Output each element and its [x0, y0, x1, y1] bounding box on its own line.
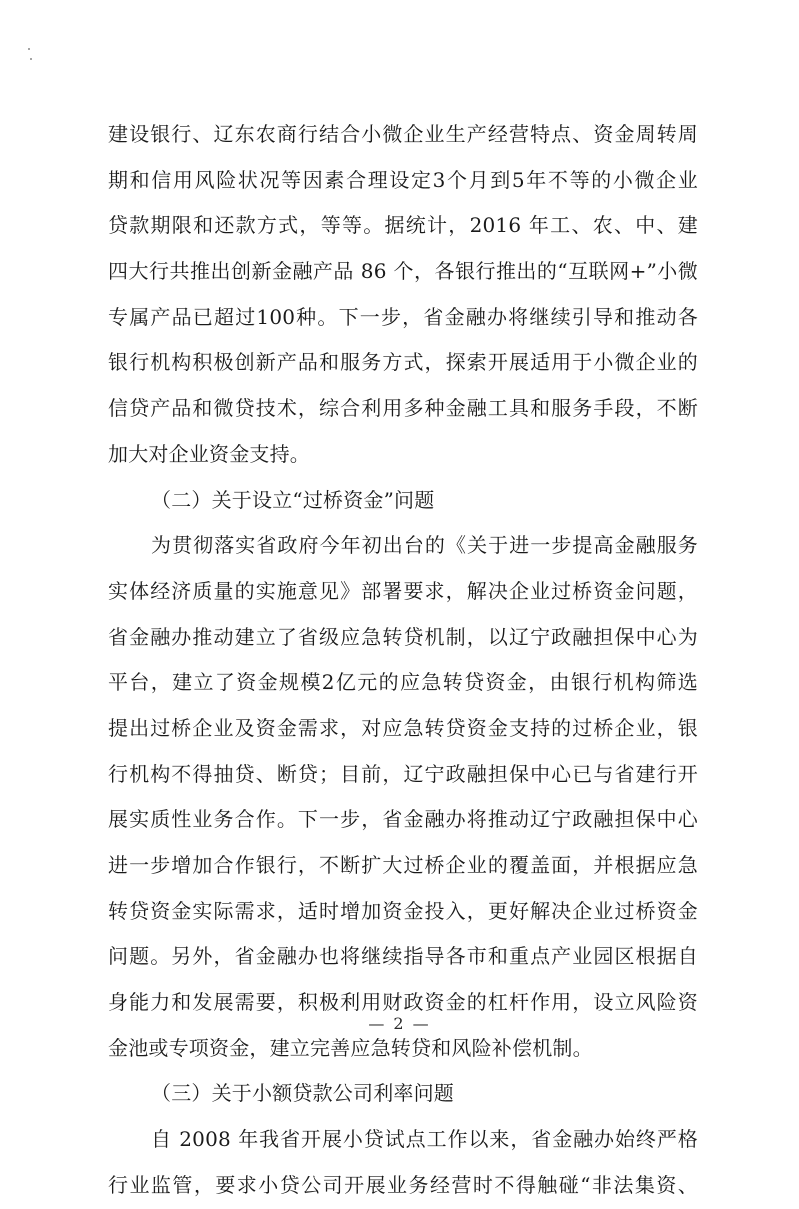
text-line: 省金融办推动建立了省级应急转贷机制，以辽宁政融担保中心为	[108, 624, 698, 649]
paragraph-first-line: 为贯彻落实省政府今年初出台的《关于进一步提高金融服务	[151, 533, 698, 558]
text-line: 期和信用风险状况等因素合理设定3个月到5年不等的小微企业	[108, 167, 698, 192]
text-line: 银行机构积极创新产品和服务方式，探索开展适用于小微企业的	[108, 350, 698, 375]
text-line: 行机构不得抽贷、断贷；目前，辽宁政融担保中心已与省建行开	[108, 761, 698, 786]
text-line: 贷款期限和还款方式，等等。据统计，2016 年工、农、中、建	[108, 213, 698, 238]
paragraph-first-line: 自 2008 年我省开展小贷试点工作以来，省金融办始终严格	[151, 1127, 698, 1152]
scan-speck	[28, 48, 30, 50]
text-line: 信贷产品和微贷技术，综合利用多种金融工具和服务手段，不断	[108, 396, 698, 421]
text-line: 问题。另外，省金融办也将继续指导各市和重点产业园区根据自	[108, 944, 698, 969]
text-line: 平台，建立了资金规模2亿元的应急转贷资金，由银行机构筛选	[108, 670, 698, 695]
text-line: 四大行共推出创新金融产品 86 个，各银行推出的“互联网+”小微	[108, 259, 698, 284]
text-line: 实体经济质量的实施意见》部署要求，解决企业过桥资金问题，	[108, 578, 698, 603]
text-line: 展实质性业务合作。下一步，省金融办将推动辽宁政融担保中心	[108, 807, 698, 832]
text-line: 进一步增加合作银行，不断扩大过桥企业的覆盖面，并根据应急	[108, 853, 698, 877]
text-line: 转贷资金实际需求，适时增加资金投入，更好解决企业过桥资金	[108, 898, 698, 923]
text-line: 身能力和发展需要，积极利用财政资金的杠杆作用，设立风险资	[108, 990, 698, 1015]
section-heading: （三）关于小额贷款公司利率问题	[151, 1081, 454, 1106]
text-line: 建设银行、辽东农商行结合小微企业生产经营特点、资金周转周	[108, 122, 698, 146]
text-line: 金池或专项资金，建立完善应急转贷和风险补偿机制。	[108, 1035, 593, 1060]
section-heading: （二）关于设立“过桥资金”问题	[151, 487, 435, 512]
text-line: 行业监管，要求小贷公司开展业务经营时不得触碰“非法集资、	[108, 1172, 698, 1197]
page-number: — 2 —	[368, 1014, 431, 1033]
text-line: 提出过桥企业及资金需求，对应急转贷资金支持的过桥企业，银	[108, 715, 698, 740]
text-line: 加大对企业资金支持。	[108, 441, 310, 466]
scan-speck	[30, 58, 32, 60]
text-line: 专属产品已超过100种。下一步，省金融办将继续引导和推动各	[108, 304, 698, 329]
document-body	[108, 112, 698, 1209]
